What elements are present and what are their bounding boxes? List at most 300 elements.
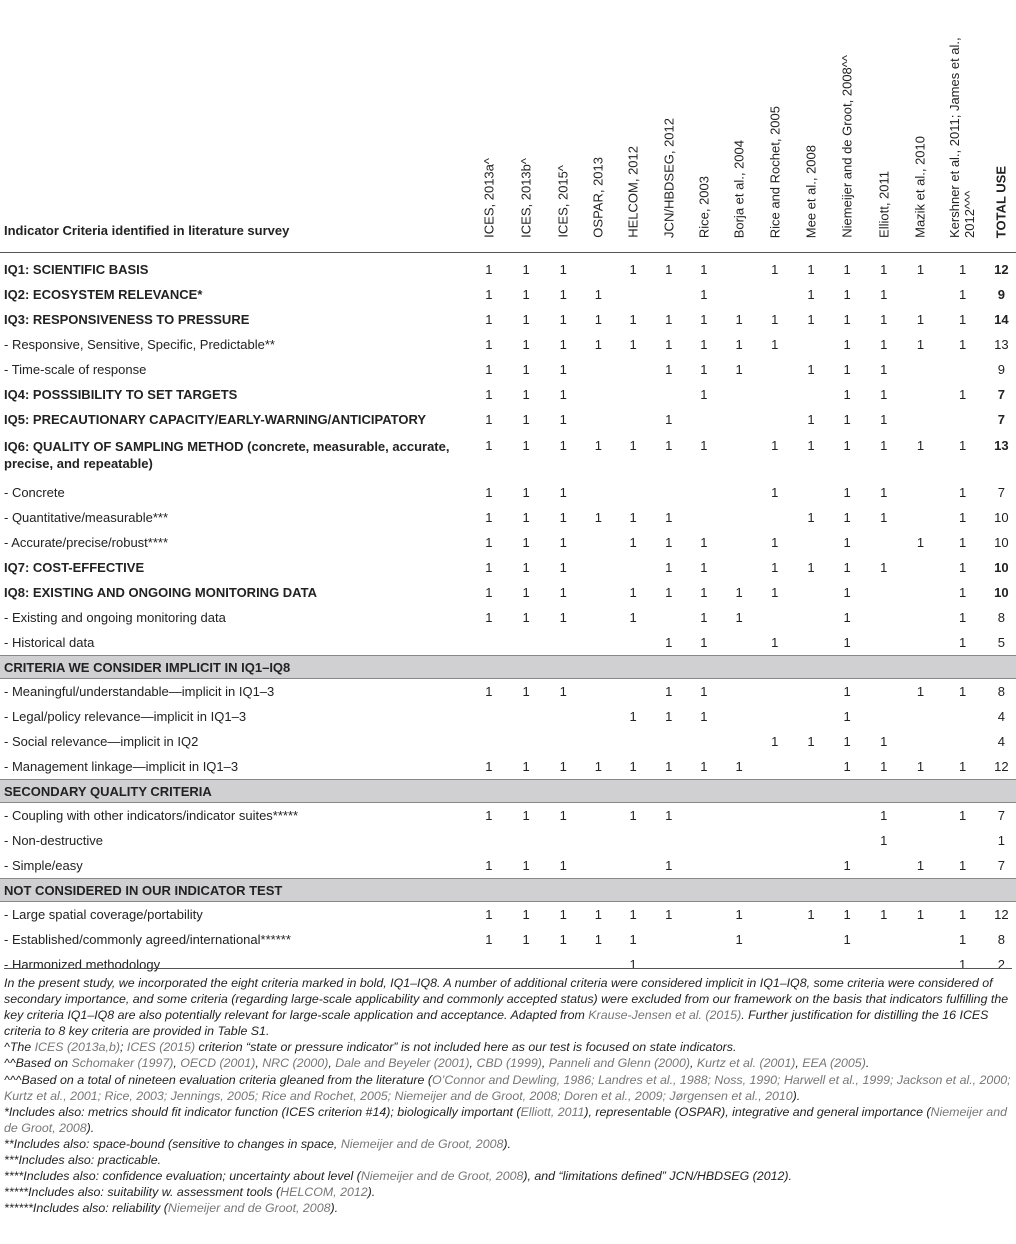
source-column-header (545, 0, 582, 253)
source-cell: 1 (522, 858, 530, 873)
source-cell: 1 (880, 262, 888, 277)
source-cell (722, 630, 757, 656)
source-cell: 1 (843, 560, 851, 575)
source-cell (686, 828, 721, 853)
source-column-label: HELCOM, 2012 (625, 146, 641, 238)
total-use-cell: 7 (997, 387, 1005, 402)
source-cell: 1 (880, 312, 888, 327)
source-cell (722, 803, 757, 829)
total-use-cell: 10 (994, 535, 1009, 550)
source-cell: 1 (916, 262, 925, 277)
total-use-column-header (987, 0, 1016, 253)
source-cell (902, 729, 938, 754)
source-cell: 1 (843, 709, 851, 724)
source-cell: 1 (843, 535, 851, 550)
section-header-row (0, 780, 1016, 803)
source-cell (902, 357, 938, 382)
source-cell (615, 853, 651, 879)
source-cell (651, 605, 686, 630)
source-column-label: Borja et al., 2004 (731, 139, 747, 238)
source-column-label: Kershner et al., 2011; James et al., 2012^^^ (946, 37, 977, 238)
source-cell: 1 (629, 907, 637, 922)
source-cell: 1 (843, 932, 851, 947)
source-cell (722, 704, 757, 729)
source-cell: 1 (665, 759, 673, 774)
source-cell (582, 357, 615, 382)
criterion-label: - Responsive, Sensitive, Specific, Predictable** (4, 337, 275, 352)
source-cell: 1 (485, 808, 493, 823)
section-header-row (0, 656, 1016, 679)
source-cell (582, 605, 615, 630)
source-cell (615, 407, 651, 432)
source-cell (686, 480, 721, 505)
source-column-label: ICES, 2015^ (555, 165, 571, 238)
source-cell: 1 (485, 610, 493, 625)
source-cell: 1 (665, 438, 673, 453)
footnote-text: criterion “state or pressure indicator” is not included here as our test is focused on state indicators. (195, 1040, 737, 1055)
source-cell: 1 (959, 808, 967, 823)
source-cell (757, 828, 793, 853)
source-cell: 1 (700, 287, 708, 302)
source-cell: 1 (959, 610, 967, 625)
total-use-cell: 7 (997, 808, 1005, 823)
source-cell: 1 (559, 510, 567, 525)
source-cell: 1 (916, 759, 925, 774)
source-cell: 1 (843, 759, 851, 774)
source-cell (615, 282, 651, 307)
source-column-label: Mazik et al., 2010 (912, 136, 928, 238)
source-cell: 1 (916, 907, 925, 922)
source-cell: 1 (665, 808, 673, 823)
source-cell: 1 (665, 907, 673, 922)
source-cell: 1 (559, 932, 567, 947)
source-column-header (582, 0, 615, 253)
source-cell (722, 679, 757, 705)
source-cell: 1 (843, 907, 851, 922)
source-cell: 1 (665, 635, 673, 650)
total-use-cell: 8 (997, 610, 1005, 625)
source-cell: 1 (959, 932, 967, 947)
source-cell (722, 253, 757, 283)
source-cell: 1 (559, 858, 567, 873)
footnote-text: , (795, 1056, 803, 1071)
source-cell: 1 (522, 485, 530, 500)
source-cell (865, 605, 902, 630)
section-header-row (0, 879, 1016, 902)
source-cell: 1 (485, 535, 493, 550)
source-cell: 1 (843, 362, 851, 377)
source-cell: 1 (629, 610, 637, 625)
source-cell: 1 (594, 510, 603, 525)
source-cell: 1 (629, 585, 637, 600)
source-column-header (470, 0, 507, 253)
source-cell: 1 (700, 709, 708, 724)
section-title: CRITERIA WE CONSIDER IMPLICIT IN IQ1–IQ8 (0, 656, 1016, 679)
reference-link[interactable]: CBD (1999) (476, 1056, 542, 1071)
source-cell: 1 (629, 808, 637, 823)
source-cell (939, 828, 987, 853)
source-cell (507, 630, 544, 656)
source-cell: 1 (880, 759, 888, 774)
source-cell: 1 (916, 438, 925, 453)
source-cell: 1 (843, 287, 851, 302)
source-cell: 1 (700, 759, 708, 774)
criterion-label: - Historical data (4, 635, 95, 650)
source-cell: 1 (771, 535, 779, 550)
source-cell (582, 729, 615, 754)
source-cell: 1 (880, 485, 888, 500)
source-cell (902, 480, 938, 505)
source-cell: 1 (807, 287, 815, 302)
criterion-label: IQ7: COST-EFFECTIVE (4, 560, 145, 575)
source-cell (686, 505, 721, 530)
table-row (0, 357, 1016, 382)
source-cell: 1 (916, 684, 925, 699)
source-cell: 1 (959, 957, 967, 972)
source-cell (615, 828, 651, 853)
source-cell (757, 754, 793, 780)
reference-link[interactable]: NRC (2000) (262, 1056, 329, 1071)
source-cell: 1 (522, 684, 530, 699)
source-cell: 1 (485, 858, 493, 873)
source-cell: 1 (522, 907, 530, 922)
source-column-header (686, 0, 721, 253)
footnote (4, 1055, 1012, 1071)
source-cell: 1 (771, 585, 779, 600)
source-cell: 1 (522, 808, 530, 823)
source-cell: 1 (559, 535, 567, 550)
total-use-cell: 10 (994, 560, 1009, 575)
source-cell: 1 (959, 684, 967, 699)
source-cell: 1 (843, 412, 851, 427)
source-cell: 1 (700, 387, 708, 402)
source-cell: 1 (880, 907, 888, 922)
source-cell: 1 (843, 438, 851, 453)
source-cell: 1 (629, 709, 637, 724)
source-cell (582, 253, 615, 283)
source-cell: 1 (700, 635, 708, 650)
source-cell: 1 (559, 438, 567, 453)
source-cell (470, 630, 507, 656)
source-cell (793, 803, 829, 829)
source-cell (651, 927, 686, 952)
source-cell (865, 704, 902, 729)
source-cell: 1 (959, 635, 967, 650)
source-cell (545, 729, 582, 754)
source-column-label: Mee et al., 2008 (803, 144, 819, 238)
table-row (0, 605, 1016, 630)
source-column-header (939, 0, 987, 253)
table-row (0, 530, 1016, 555)
footnote-text: , (469, 1056, 477, 1071)
source-cell (902, 407, 938, 432)
source-cell (582, 828, 615, 853)
source-cell (902, 382, 938, 407)
total-use-cell: 2 (997, 957, 1005, 972)
reference-link[interactable]: Panneli and Glenn (2000) (548, 1056, 690, 1071)
source-cell (939, 357, 987, 382)
source-cell (793, 605, 829, 630)
source-cell: 1 (594, 438, 603, 453)
source-column-header (865, 0, 902, 253)
source-cell (722, 407, 757, 432)
source-cell: 1 (522, 412, 530, 427)
table-row (0, 754, 1016, 780)
reference-link[interactable]: Niemeijer and de Groot, 2008 (360, 1169, 524, 1184)
source-cell: 1 (559, 684, 567, 699)
total-use-cell: 12 (994, 759, 1009, 774)
footnote-text: ^^^Based on a total of nineteen evaluation criteria gleaned from the literature ( (4, 1072, 432, 1087)
source-cell: 1 (522, 312, 530, 327)
source-cell: 1 (559, 585, 567, 600)
total-use-cell: 7 (997, 485, 1005, 500)
source-cell: 1 (665, 412, 673, 427)
source-column-header (793, 0, 829, 253)
source-cell: 1 (485, 759, 493, 774)
source-cell (939, 704, 987, 729)
source-cell (507, 828, 544, 853)
footnote-text: , (328, 1056, 336, 1071)
source-cell (793, 480, 829, 505)
criterion-label: IQ1: SCIENTIFIC BASIS (4, 262, 149, 277)
source-cell (902, 828, 938, 853)
table-row (0, 630, 1016, 656)
source-cell: 1 (629, 262, 637, 277)
source-cell: 1 (807, 412, 815, 427)
source-cell (582, 853, 615, 879)
source-cell: 1 (485, 485, 493, 500)
footnote-text: ), and “limitations defined” JCN/HBDSEG (2012). (523, 1169, 792, 1184)
source-cell: 1 (629, 932, 637, 947)
source-cell (829, 803, 865, 829)
source-cell: 1 (880, 833, 888, 848)
source-cell: 1 (559, 485, 567, 500)
reference-link[interactable]: Niemeijer and de Groot, 2008 (4, 1104, 1007, 1135)
reference-link[interactable]: ICES (2013a,b) (34, 1040, 121, 1055)
source-cell (939, 729, 987, 754)
source-cell: 1 (843, 858, 851, 873)
footnote-text: , (541, 1056, 549, 1071)
source-cell (902, 630, 938, 656)
source-cell: 1 (843, 387, 851, 402)
total-use-cell: 9 (997, 287, 1005, 302)
footnote-text: . Further justification for distilling the 16 ICES criteria to 8 key criteria are provided in Table S1. (4, 1008, 989, 1039)
source-cell: 1 (735, 362, 743, 377)
source-cell: 1 (700, 560, 708, 575)
reference-link[interactable]: Krause-Jensen et al. (2015) (588, 1008, 742, 1023)
source-cell: 1 (559, 337, 567, 352)
footnote (4, 1136, 1012, 1152)
source-column-header (902, 0, 938, 253)
reference-link[interactable]: Niemeijer and de Groot, 2008 (340, 1136, 504, 1151)
source-cell: 1 (665, 262, 673, 277)
footnote-text: ), representable (OSPAR), integrative and general importance ( (584, 1104, 931, 1119)
source-cell (793, 530, 829, 555)
reference-link[interactable]: ICES (2015) (126, 1040, 196, 1055)
source-cell: 1 (700, 337, 708, 352)
reference-link[interactable]: Kurtz et al. (2001) (696, 1056, 796, 1071)
source-column-header (757, 0, 793, 253)
source-cell: 1 (735, 585, 743, 600)
reference-link[interactable]: OECD (2001) (180, 1056, 256, 1071)
source-cell: 1 (771, 312, 779, 327)
source-cell (902, 580, 938, 605)
source-cell (793, 580, 829, 605)
criterion-label: IQ8: EXISTING AND ONGOING MONITORING DATA (4, 585, 317, 600)
footnote-text: *****Includes also: suitability w. assessment tools ( (4, 1185, 281, 1200)
total-use-cell: 7 (997, 412, 1005, 427)
footnote-text: , (255, 1056, 263, 1071)
source-cell (470, 729, 507, 754)
source-cell: 1 (959, 387, 967, 402)
reference-link[interactable]: Dale and Beyeler (2001) (335, 1056, 470, 1071)
source-cell (757, 505, 793, 530)
source-column-header (507, 0, 544, 253)
source-cell (545, 828, 582, 853)
source-cell: 1 (843, 734, 851, 749)
source-cell (902, 704, 938, 729)
source-cell: 1 (485, 684, 493, 699)
source-cell (793, 630, 829, 656)
source-cell (615, 729, 651, 754)
source-cell (757, 803, 793, 829)
table-row (0, 580, 1016, 605)
source-cell (793, 754, 829, 780)
source-cell (722, 505, 757, 530)
section-title: NOT CONSIDERED IN OUR INDICATOR TEST (0, 879, 1016, 902)
source-column-label: OSPAR, 2013 (590, 157, 606, 238)
footnote (4, 1184, 1012, 1200)
source-cell: 1 (735, 759, 743, 774)
total-use-cell: 4 (997, 734, 1005, 749)
source-cell (722, 555, 757, 580)
source-cell: 1 (665, 684, 673, 699)
source-cell (902, 803, 938, 829)
source-cell: 1 (485, 362, 493, 377)
source-cell: 1 (771, 485, 779, 500)
source-cell: 1 (700, 312, 708, 327)
source-cell: 1 (629, 510, 637, 525)
source-cell (651, 282, 686, 307)
table-row (0, 480, 1016, 505)
source-cell: 1 (843, 337, 851, 352)
footnote (4, 1072, 1012, 1104)
source-cell (793, 332, 829, 357)
source-cell: 1 (594, 932, 603, 947)
source-column-label: ICES, 2013b^ (518, 158, 534, 238)
source-cell (902, 555, 938, 580)
source-cell: 1 (735, 932, 743, 947)
source-cell: 1 (880, 510, 888, 525)
source-cell: 1 (629, 759, 637, 774)
reference-link[interactable]: Niemeijer and de Groot, 2008 (167, 1201, 331, 1216)
source-cell (865, 679, 902, 705)
source-cell (470, 828, 507, 853)
footnote-text: ****Includes also: confidence evaluation; uncertainty about level ( (4, 1169, 361, 1184)
source-cell: 1 (880, 438, 888, 453)
source-cell: 1 (522, 759, 530, 774)
source-cell: 1 (522, 362, 530, 377)
total-use-cell: 8 (997, 684, 1005, 699)
reference-link[interactable]: EEA (2005) (802, 1056, 866, 1071)
footnote-text: , (689, 1056, 697, 1071)
reference-link[interactable]: O’Connor and Dewling, 1986; Landres et al., 1988; Noss, 1990; Harwell et al., 1999; Jackson et al., 2000; Kurtz et al., 2001; Rice, 2003; Jennings, 2005; Rice and Rochet, 2005; Niemeijer and de Groot, 2008; Doren et al., 2009; Jørgensen et al., 2010 (4, 1072, 1011, 1103)
table-row (0, 253, 1016, 283)
source-cell: 1 (559, 610, 567, 625)
source-cell (582, 630, 615, 656)
source-cell: 1 (522, 262, 530, 277)
source-column-label: ICES, 2013a^ (481, 158, 497, 238)
reference-link[interactable]: HELCOM, 2012 (280, 1185, 368, 1200)
source-column-header (829, 0, 865, 253)
source-cell: 1 (959, 560, 967, 575)
source-cell (651, 729, 686, 754)
source-cell: 1 (522, 510, 530, 525)
reference-link[interactable]: Schomaker (1997) (71, 1056, 174, 1071)
source-cell (722, 530, 757, 555)
source-cell (902, 505, 938, 530)
criterion-label: - Existing and ongoing monitoring data (4, 610, 226, 625)
source-cell: 1 (522, 560, 530, 575)
total-use-cell: 1 (997, 833, 1005, 848)
source-cell (865, 927, 902, 952)
source-cell: 1 (959, 907, 967, 922)
source-cell: 1 (959, 759, 967, 774)
table-row (0, 704, 1016, 729)
source-cell: 1 (771, 337, 779, 352)
source-cell (757, 282, 793, 307)
source-cell: 1 (807, 312, 815, 327)
criterion-label: - Quantitative/measurable*** (4, 510, 169, 525)
source-cell: 1 (594, 759, 603, 774)
source-cell (686, 927, 721, 952)
source-cell: 1 (522, 585, 530, 600)
source-cell: 1 (485, 287, 493, 302)
source-cell: 1 (807, 907, 815, 922)
reference-link[interactable]: Elliott, 2011 (520, 1104, 585, 1119)
source-cell (686, 729, 721, 754)
source-cell (829, 828, 865, 853)
table-row (0, 505, 1016, 530)
source-cell: 1 (959, 485, 967, 500)
source-cell: 1 (485, 438, 493, 453)
criterion-label: - Harmonized methodology (4, 957, 161, 972)
footnote-text: **Includes also: space-bound (sensitive to changes in space, (4, 1136, 341, 1151)
source-cell: 1 (629, 337, 637, 352)
criterion-label: - Concrete (4, 485, 65, 500)
source-cell: 1 (559, 387, 567, 402)
source-cell: 1 (559, 312, 567, 327)
source-cell (651, 828, 686, 853)
source-cell (757, 704, 793, 729)
source-cell: 1 (880, 560, 888, 575)
table-row (0, 307, 1016, 332)
source-cell: 1 (880, 362, 888, 377)
criterion-label: - Accurate/precise/robust**** (4, 535, 169, 550)
footnote-text: In the present study, we incorporated the eight criteria marked in bold, IQ1–IQ8. A number of additional criteria were considered implicit in IQ1–IQ8, some criteria were considered of secondary importance, and some criteria (regarding large-scale applicability and commonly accepted status) were excluded from our framework on the basis that indicators fulfilling the key criteria IQ1–IQ8 are also potentially relevant for large-scale application and acceptance. Adapted from (4, 976, 1009, 1023)
source-column-label: Rice and Rochet, 2005 (767, 105, 783, 238)
source-cell: 1 (485, 907, 493, 922)
source-cell: 1 (665, 560, 673, 575)
source-cell: 1 (629, 312, 637, 327)
total-use-cell: 13 (994, 438, 1009, 453)
source-cell: 1 (807, 560, 815, 575)
criteria-column-header: Indicator Criteria identified in literature survey (0, 0, 470, 253)
criterion-label: - Large spatial coverage/portability (4, 907, 203, 922)
table-footnotes (4, 968, 1012, 1216)
source-cell: 1 (959, 535, 967, 550)
source-cell: 1 (807, 362, 815, 377)
